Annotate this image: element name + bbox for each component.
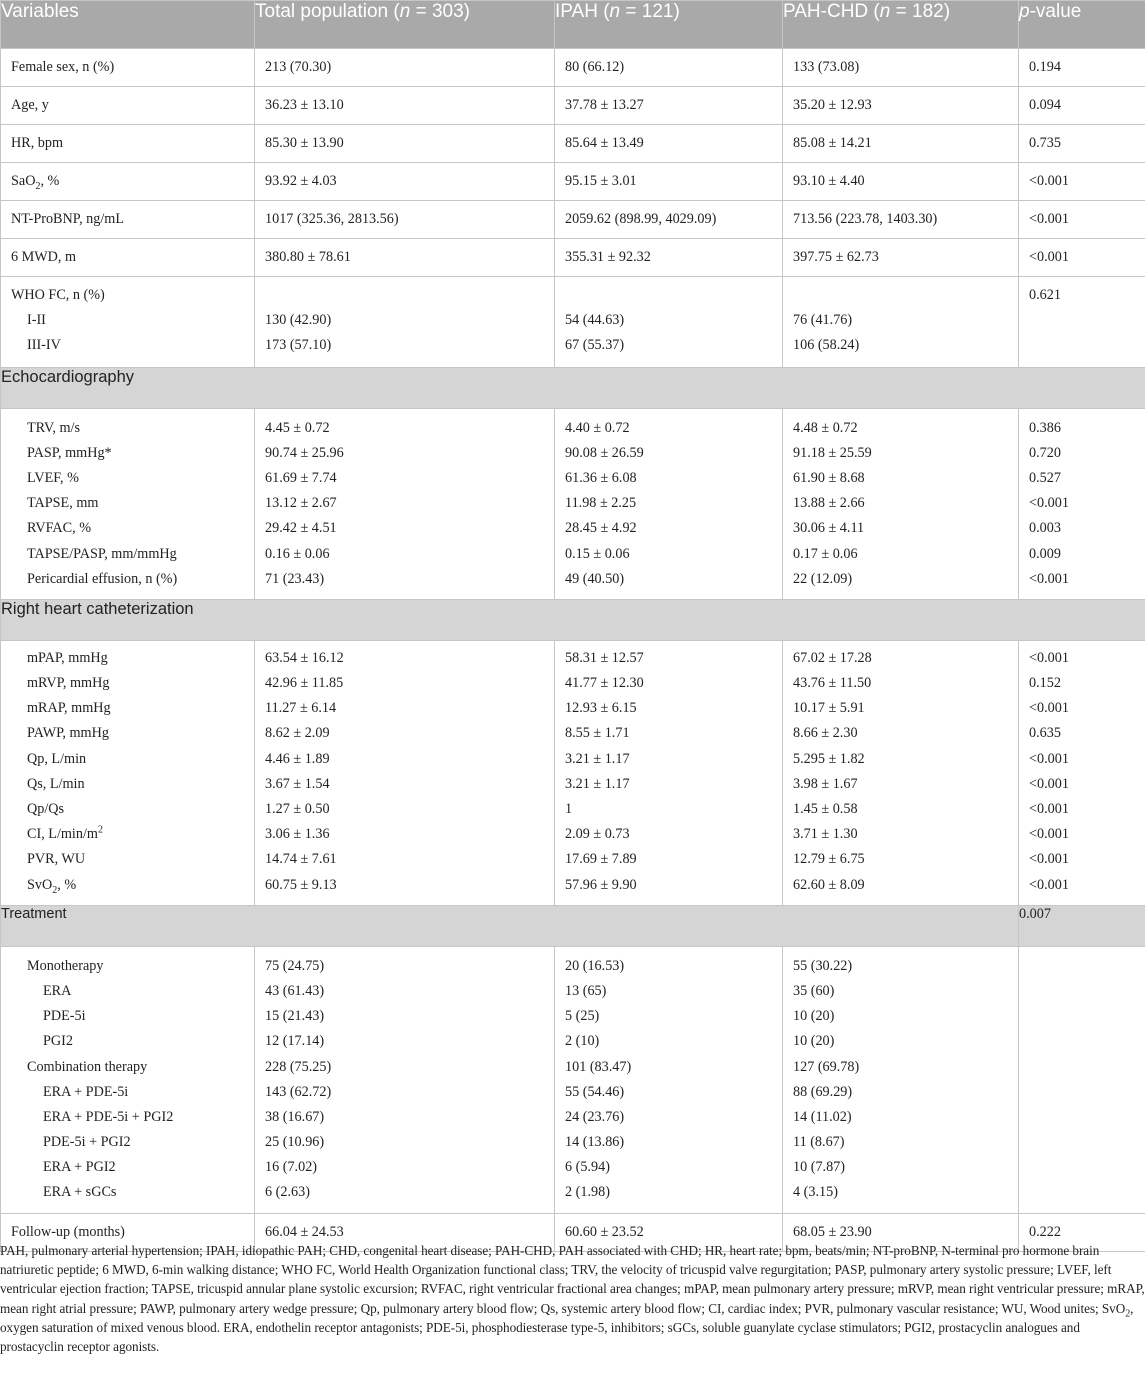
table-row-rhc-block <box>1 640 1145 905</box>
row-label: Female sex, n (%) <box>1 49 255 87</box>
cell-value: 4.40 ± 0.72 <box>565 419 630 436</box>
cell-ipah: 355.31 ± 92.32 <box>555 239 783 277</box>
cell-value: 14.74 ± 7.61 <box>265 851 337 868</box>
cell-value: 55 (54.46) <box>565 1083 625 1100</box>
cell-value: 10 (7.87) <box>793 1159 846 1176</box>
cell-value: <0.001 <box>1029 750 1069 767</box>
row-label: PASP, mmHg* <box>27 444 112 461</box>
cell-ipah <box>555 277 783 368</box>
cell-value: 6 (5.94) <box>565 1159 610 1176</box>
cell-value: 5 (25) <box>565 1008 600 1025</box>
cell-total: 36.23 ± 13.10 <box>255 87 555 125</box>
cell-chd: 93.10 ± 4.40 <box>783 163 1019 201</box>
who-fc-label: WHO FC, n (%) <box>11 287 105 303</box>
section-echocardiography <box>1 367 1145 408</box>
table-header-row <box>1 1 1145 49</box>
row-label: Monotherapy <box>27 957 104 974</box>
row-label: Age, y <box>1 87 255 125</box>
table-row-echo-block <box>1 408 1145 599</box>
cell-total: 85.30 ± 13.90 <box>255 125 555 163</box>
cell-value: 13 (65) <box>565 982 607 999</box>
row-label: RVFAC, % <box>27 520 92 537</box>
cell-value: 0.621 <box>1029 287 1061 303</box>
cell-value: 24 (23.76) <box>565 1108 625 1125</box>
cell-chd: 713.56 (223.78, 1403.30) <box>783 201 1019 239</box>
cell-value: 3.98 ± 1.67 <box>793 775 858 792</box>
treatment-chd <box>783 946 1019 1213</box>
row-label: ERA <box>43 982 72 999</box>
cell-value: 101 (83.47) <box>565 1058 632 1075</box>
cell-value: 2 (10) <box>565 1033 600 1050</box>
table-row <box>1 163 1145 201</box>
cell-value: 67.02 ± 17.28 <box>793 649 872 666</box>
cell-value: 228 (75.25) <box>265 1058 332 1075</box>
cell-value: 3.21 ± 1.17 <box>565 750 630 767</box>
cell-value: <0.001 <box>1029 700 1069 717</box>
table-row-who-fc <box>1 277 1145 368</box>
cell-value: 43.76 ± 11.50 <box>793 675 872 692</box>
cell-value: 61.90 ± 8.68 <box>793 469 865 486</box>
section-treatment <box>1 905 1145 946</box>
rhc-p <box>1019 640 1145 905</box>
cell-p <box>1019 277 1145 368</box>
cell-value: 1.45 ± 0.58 <box>793 801 858 817</box>
cell-value: 10 (20) <box>793 1033 835 1050</box>
cell-value: 14 (11.02) <box>793 1108 852 1125</box>
cell-chd: 133 (73.08) <box>783 49 1019 87</box>
cell-value: 6 (2.63) <box>265 1184 310 1201</box>
cell-total: 213 (70.30) <box>255 49 555 87</box>
cell-value: 61.69 ± 7.74 <box>265 469 337 486</box>
row-label: PVR, WU <box>27 851 86 868</box>
rhc-total <box>255 640 555 905</box>
cell-value: 5.295 ± 1.82 <box>793 750 865 767</box>
cell-chd: 68.05 ± 23.90 <box>783 1213 1019 1251</box>
cell-p: 0.094 <box>1019 87 1145 125</box>
cell-value: 0.009 <box>1029 545 1061 562</box>
cell-value: 49 (40.50) <box>565 570 625 587</box>
cell-ipah: 37.78 ± 13.27 <box>555 87 783 125</box>
cell-value: 8.62 ± 2.09 <box>265 725 330 742</box>
cell-value: 4 (3.15) <box>793 1184 838 1201</box>
row-label: NT-ProBNP, ng/mL <box>1 201 255 239</box>
header-p-value: p-value <box>1019 1 1145 49</box>
row-label: mRAP, mmHg <box>27 700 111 717</box>
cell-value: 30.06 ± 4.11 <box>793 520 865 537</box>
cell-value: 35 (60) <box>793 982 835 999</box>
cell-ipah: 2059.62 (898.99, 4029.09) <box>555 201 783 239</box>
cell-value: 0.17 ± 0.06 <box>793 545 858 562</box>
cell-chd <box>783 277 1019 368</box>
row-label: SaO$_2$, % <box>1 163 255 201</box>
cell-total: 1017 (325.36, 2813.56) <box>255 201 555 239</box>
cell-value: 15 (21.43) <box>265 1008 325 1025</box>
cell-value: 0.16 ± 0.06 <box>265 545 330 562</box>
cell-value: 0.720 <box>1029 444 1061 461</box>
cell-value: 54 (44.63) <box>565 312 625 329</box>
row-label: HR, bpm <box>1 125 255 163</box>
row-label <box>1 277 255 368</box>
treatment-total <box>255 946 555 1213</box>
cell-p: <0.001 <box>1019 201 1145 239</box>
cell-p: 0.194 <box>1019 49 1145 87</box>
echo-labels <box>1 408 255 599</box>
cell-ipah: 80 (66.12) <box>555 49 783 87</box>
cell-value: 4.46 ± 1.89 <box>265 750 330 767</box>
cell-value: 3.71 ± 1.30 <box>793 826 858 843</box>
cell-value: 127 (69.78) <box>793 1058 860 1075</box>
rhc-chd <box>783 640 1019 905</box>
cell-value: 0.635 <box>1029 725 1061 742</box>
row-label: PGI2 <box>43 1033 73 1050</box>
cell-p: 0.735 <box>1019 125 1145 163</box>
cell-value: 28.45 ± 4.92 <box>565 520 637 537</box>
cell-value: 2.09 ± 0.73 <box>565 826 630 843</box>
cell-value: 42.96 ± 11.85 <box>265 675 344 692</box>
cell-value: 14 (13.86) <box>565 1134 625 1151</box>
cell-value: 12.79 ± 6.75 <box>793 851 865 868</box>
cell-value: 11.27 ± 6.14 <box>265 700 337 717</box>
section-title: Treatment <box>1 905 1019 946</box>
row-label: PDE-5i <box>43 1008 86 1025</box>
cell-p: <0.001 <box>1019 239 1145 277</box>
table-footnote: PAH, pulmonary arterial hypertension; IPAH, idiopathic PAH; CHD, congenital heart disease; PAH-CHD, PAH associated with CHD; HR, heart rate; bpm, beats/min; NT-proBNP, N-terminal pro hormone brain natriuretic peptide; 6 MWD, 6-min walking distance; WHO FC, World Health Organization functional class; TRV, the velocity of tricuspid valve regurgitation; PASP, pulmonary artery systolic pressure; LVEF, left ventricular ejection fraction; TAPSE, tricuspid annular plane systolic excursion; RVFAC, right ventricular fractional area changes; mPAP, mean pulmonary artery pressure; mRVP, mean right ventricular pressure; mRAP, mean right atrial pressure; PAWP, pulmonary artery wedge pressure; Qp, pulmonary artery blood flow; Qs, systemic artery blood flow; CI, cardiac index; PVR, pulmonary vascular resistance; WU, Wood unites; SvO$_2$, oxygen saturation of mixed venous blood. ERA, endothelin receptor antagonists; PDE-5i, phosphodiesterase type-5, inhibitors; sGCs, soluble guanylate cyclase stimulators; PGI2, prostacyclin analogues and prostacyclin receptor agonists. <box>0 1243 1145 1355</box>
row-label: Pericardial effusion, n (%) <box>27 570 178 587</box>
cell-value: 13.88 ± 2.66 <box>793 495 865 512</box>
cell-value: 173 (57.10) <box>265 337 332 354</box>
cell-value: 43 (61.43) <box>265 982 325 999</box>
row-label: mRVP, mmHg <box>27 675 110 692</box>
row-label: ERA + PDE-5i <box>43 1083 129 1100</box>
table-row <box>1 239 1145 277</box>
table-row <box>1 201 1145 239</box>
cell-value: <0.001 <box>1029 801 1069 817</box>
header-total: Total population (n = 303) <box>255 1 555 49</box>
cell-value: 60.75 ± 9.13 <box>265 876 337 893</box>
cell-value: 90.74 ± 25.96 <box>265 444 344 461</box>
cell-chd: 35.20 ± 12.93 <box>783 87 1019 125</box>
cell-total <box>255 277 555 368</box>
cell-value: 41.77 ± 12.30 <box>565 675 644 692</box>
cell-ipah: 95.15 ± 3.01 <box>555 163 783 201</box>
cell-value: 88 (69.29) <box>793 1083 853 1100</box>
treatment-labels <box>1 946 255 1213</box>
echo-chd <box>783 408 1019 599</box>
cell-value: 38 (16.67) <box>265 1108 325 1125</box>
cell-value: 67 (55.37) <box>565 337 625 354</box>
cell-value: <0.001 <box>1029 775 1069 792</box>
row-label: PDE-5i + PGI2 <box>43 1134 131 1151</box>
cell-value: 20 (16.53) <box>565 957 625 974</box>
cell-value: 3.21 ± 1.17 <box>565 775 630 792</box>
cell-value: 143 (62.72) <box>265 1083 332 1100</box>
cell-value: <0.001 <box>1029 570 1069 587</box>
cell-value: 10 (20) <box>793 1008 835 1025</box>
cell-value: 22 (12.09) <box>793 570 853 587</box>
row-label: Qp, L/min <box>27 750 87 767</box>
cell-value: 2 (1.98) <box>565 1184 610 1201</box>
table-row <box>1 49 1145 87</box>
header-pah-chd: PAH-CHD (n = 182) <box>783 1 1019 49</box>
cell-value: 91.18 ± 25.59 <box>793 444 872 461</box>
cell-p: 0.222 <box>1019 1213 1145 1251</box>
cell-value: 76 (41.76) <box>793 312 853 329</box>
rhc-labels <box>1 640 255 905</box>
cell-value: 0.15 ± 0.06 <box>565 545 630 562</box>
cell-value: 29.42 ± 4.51 <box>265 520 337 537</box>
cell-value: 4.45 ± 0.72 <box>265 419 330 436</box>
cell-value: <0.001 <box>1029 876 1069 893</box>
cell-value: 11.98 ± 2.25 <box>565 495 637 512</box>
cell-value: 25 (10.96) <box>265 1134 325 1151</box>
cell-value: 11 (8.67) <box>793 1134 845 1151</box>
row-label: ERA + PDE-5i + PGI2 <box>43 1108 174 1125</box>
treatment-p: 0.007 <box>1019 905 1145 946</box>
cell-value: 90.08 ± 26.59 <box>565 444 644 461</box>
cell-value: <0.001 <box>1029 826 1069 843</box>
row-label: Combination therapy <box>27 1058 148 1075</box>
cell-chd: 397.75 ± 62.73 <box>783 239 1019 277</box>
cell-ipah: 85.64 ± 13.49 <box>555 125 783 163</box>
who-fc-sub-label: I-II <box>27 312 46 329</box>
who-fc-sub-label: III-IV <box>27 337 61 354</box>
cell-value: 0.527 <box>1029 469 1061 486</box>
table-row <box>1 125 1145 163</box>
row-label: ERA + sGCs <box>43 1184 117 1201</box>
cell-value: 130 (42.90) <box>265 312 332 329</box>
row-label: TRV, m/s <box>27 419 80 436</box>
row-label: TAPSE, mm <box>27 495 99 512</box>
cell-value: <0.001 <box>1029 851 1069 868</box>
rhc-ipah <box>555 640 783 905</box>
row-label: SvO$_2$, % <box>27 876 77 896</box>
cell-value: 62.60 ± 8.09 <box>793 876 865 893</box>
header-ipah: IPAH (n = 121) <box>555 1 783 49</box>
row-label: Qp/Qs <box>27 801 65 817</box>
cell-value: 17.69 ± 7.89 <box>565 851 637 868</box>
echo-p <box>1019 408 1145 599</box>
treatment-ipah <box>555 946 783 1213</box>
cell-p: <0.001 <box>1019 163 1145 201</box>
section-title: Echocardiography <box>1 367 1145 408</box>
row-label: ERA + PGI2 <box>43 1159 116 1176</box>
cell-ipah: 60.60 ± 23.52 <box>555 1213 783 1251</box>
row-label: CI, $L/\min/m^2$ <box>27 824 103 843</box>
header-variables: Variables <box>1 1 255 49</box>
row-label: TAPSE/PASP, mm/mmHg <box>27 545 177 562</box>
cell-value: 63.54 ± 16.12 <box>265 649 344 666</box>
cell-value: 8.55 ± 1.71 <box>565 725 630 742</box>
cell-value: 0.003 <box>1029 520 1061 537</box>
cell-value: 1 <box>565 801 573 817</box>
row-label: PAWP, mmHg <box>27 725 109 742</box>
table-row <box>1 87 1145 125</box>
cell-value: 106 (58.24) <box>793 337 860 354</box>
cell-chd: 85.08 ± 14.21 <box>783 125 1019 163</box>
echo-total <box>255 408 555 599</box>
cell-value: <0.001 <box>1029 495 1069 512</box>
cell-value: 57.96 ± 9.90 <box>565 876 637 893</box>
cell-value: 8.66 ± 2.30 <box>793 725 858 742</box>
cell-value: 12.93 ± 6.15 <box>565 700 637 717</box>
cell-value: 16 (7.02) <box>265 1159 318 1176</box>
cell-total: 66.04 ± 24.53 <box>255 1213 555 1251</box>
cell-value: 1.27 ± 0.50 <box>265 801 330 817</box>
cell-value: 0.386 <box>1029 419 1061 436</box>
cell-value: 0.152 <box>1029 675 1061 692</box>
cell-value: 3.06 ± 1.36 <box>265 826 330 843</box>
row-label: mPAP, mmHg <box>27 649 108 666</box>
row-label: 6 MWD, m <box>1 239 255 277</box>
row-label: Follow-up (months) <box>1 1213 255 1251</box>
cell-value: 12 (17.14) <box>265 1033 325 1050</box>
cell-value: 4.48 ± 0.72 <box>793 419 858 436</box>
section-title: Right heart catheterization <box>1 599 1145 640</box>
cell-value: <0.001 <box>1029 649 1069 666</box>
cell-value: 58.31 ± 12.57 <box>565 649 644 666</box>
cell-total: 93.92 ± 4.03 <box>255 163 555 201</box>
treatment-p-empty <box>1019 946 1145 1213</box>
row-label: Qs, L/min <box>27 775 85 792</box>
cell-value: 13.12 ± 2.67 <box>265 495 337 512</box>
cell-value: 3.67 ± 1.54 <box>265 775 330 792</box>
section-right-heart-catheterization <box>1 599 1145 640</box>
cell-total: 380.80 ± 78.61 <box>255 239 555 277</box>
cell-value: 10.17 ± 5.91 <box>793 700 865 717</box>
row-label: LVEF, % <box>27 469 79 486</box>
cell-value: 55 (30.22) <box>793 957 853 974</box>
echo-ipah <box>555 408 783 599</box>
cell-value: 75 (24.75) <box>265 957 325 974</box>
cell-value: 71 (23.43) <box>265 570 325 587</box>
table-row-treatment-block <box>1 946 1145 1213</box>
cell-value: 61.36 ± 6.08 <box>565 469 637 486</box>
